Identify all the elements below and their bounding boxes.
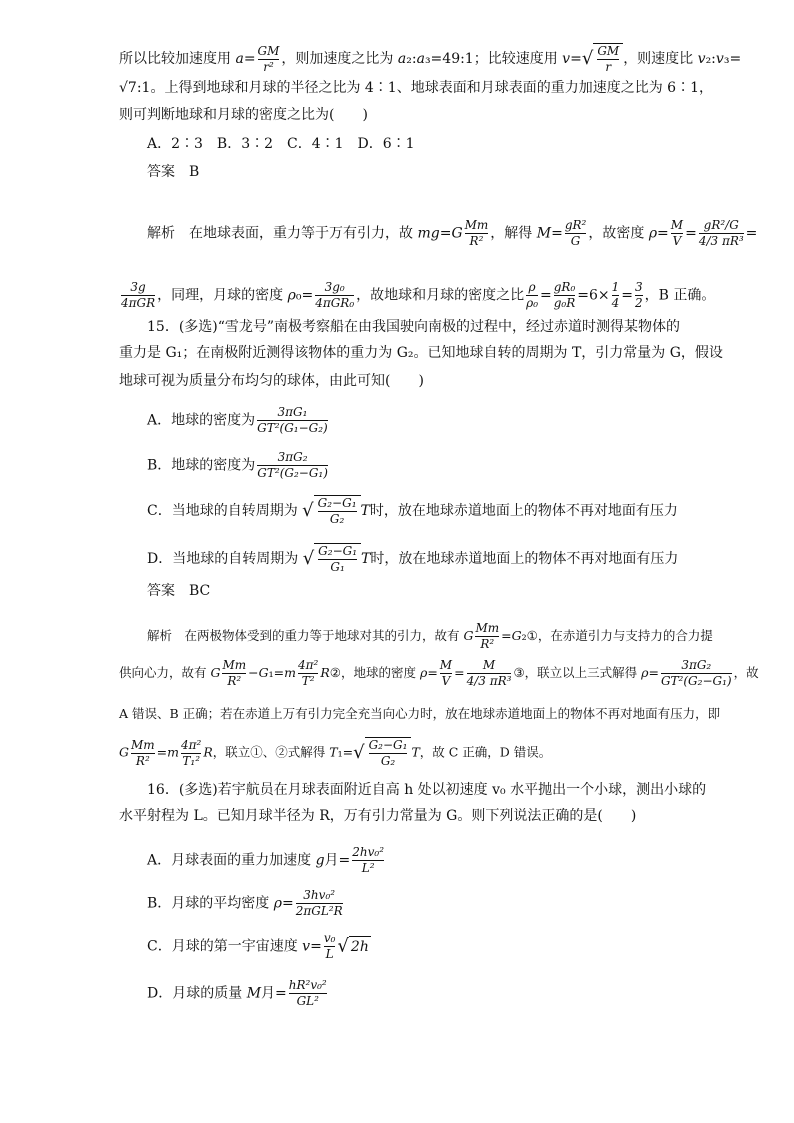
q15-option-d: D．当地球的自转周期为 √ $\frac{\text{G₂−G₁}}{\text{G₁}}$ T时，放在地球赤道地面上的物体不再对地面有压力 (147, 544, 679, 574)
q16-stem-2: 水平射程为 L。已知月球半径为 R，万有引力常量为 G。则下列说法正确的是( ) (119, 808, 637, 824)
q16-option-d: D．月球的质量 M月= $\frac{\text{hR²v₀²}}{\text{GL²}}$ (147, 978, 327, 1008)
q15-stem-3: 地球可视为质量分布均匀的球体，由此可知( ) (119, 373, 424, 389)
top-line-1: 所以比较加速度用 a= $\frac{GM}{\text{r²}}$ ，则加速度之比为 a₂:a₃=49:1；比较速度用 v=√ $\frac{GM}{r}$ ，则速度比 v₂:v₃= (119, 43, 742, 74)
top-analysis-1: 解析 在地球表面，重力等于万有引力，故 mg=G $\frac{Mm}{\text{R²}}$ ，解得 M= $\frac{\text{gR²}}{G}$ ，故密度 ρ= $\frac{M}{V}$ = $\frac{\text{gR²/G}}{\text{4/3 πR³}}$ = (147, 218, 758, 248)
q16-stem-1: 16．(多选)若宇航员在月球表面附近自高 h 处以初速度 v₀ 水平抛出一个小球，测出小球的 (147, 782, 707, 798)
q15-option-a: A．地球的密度为 $\frac{\text{3πG₁}}{\text{GT²(G₁−G₂)}}$ (147, 405, 328, 435)
top-line-2: √7:1。上得到地球和月球的半径之比为 4∶1、地球表面和月球表面的重力加速度之比为 6∶1， (119, 80, 713, 96)
q15-answer: 答案 BC (147, 583, 211, 599)
q16-option-b: B．月球的平均密度 ρ= $\frac{\text{3hv₀²}}{\text{2πGL²R}}$ (147, 888, 343, 918)
top-answer: 答案 B (147, 164, 200, 180)
q16-option-a: A．月球表面的重力加速度 g月= $\frac{\text{2hv₀²}}{\text{L²}}$ (147, 845, 385, 875)
q16-option-c: C．月球的第一宇宙速度 v= $\frac{\text{v₀}}{L}$ √ 2h (147, 931, 369, 961)
q15-stem-1: 15．(多选)“雪龙号”南极考察船在由我国驶向南极的过程中，经过赤道时测得某物体的 (147, 319, 681, 335)
q15-analysis-2: 供向心力，故有 G $\frac{Mm}{\text{R²}}$ −G₁=m $\frac{\text{4π²}}{\text{T²}}$ R②，地球的密度 ρ= $\frac{M}{V}$ = $\frac{M}{\text{4/3 πR³}}$ ③，联立以上三式解得 ρ= $\frac{\text{3πG₂}}{\text{GT²(G₂−G₁)}}$ ，故 (119, 658, 759, 688)
q15-stem-2: 重力是 G₁；在南极附近测得该物体的重力为 G₂。已知地球自转的周期为 T，引力常量为 G，假设 (119, 345, 723, 361)
q15-analysis-4: G $\frac{Mm}{\text{R²}}$ =m $\frac{\text{4π²}}{\text{T₁²}}$ R，联立①、②式解得 T₁=√ $\frac{\text{G₂−G₁}}{\text{G₂}}$ T，故 C 正确，D 错误。 (119, 737, 552, 768)
q15-analysis-1: 解析 在两极物体受到的重力等于地球对其的引力，故有 G $\frac{Mm}{\text{R²}}$ =G₂①，在赤道引力与支持力的合力提 (147, 621, 713, 651)
top-analysis-2: $\frac{3g}{\text{4πGR}}$ ，同理，月球的密度 ρ₀= $\frac{\text{3g₀}}{\text{4πGR₀}}$ ，故地球和月球的密度之比 $\frac{\rho}{\text{ρ₀}}$ = $\frac{\text{gR₀}}{\text{g₀R}}$ =6× $\frac{1}{4}$ = $\frac{3}{2}$ ，B 正确。 (121, 280, 716, 310)
q15-analysis-3: A 错误、B 正确；若在赤道上万有引力完全充当向心力时，放在地球赤道地面上的物体不再对地面有压力，即 (119, 706, 721, 721)
q15-option-b: B．地球的密度为 $\frac{\text{3πG₂}}{\text{GT²(G₂−G₁)}}$ (147, 450, 328, 480)
top-options: A．2∶3 B．3∶2 C．4∶1 D．6∶1 (147, 136, 415, 152)
q15-option-c: C．当地球的自转周期为 √ $\frac{\text{G₂−G₁}}{\text{G₂}}$ T时，放在地球赤道地面上的物体不再对地面有压力 (147, 496, 678, 526)
top-line-3: 则可判断地球和月球的密度之比为( ) (119, 107, 368, 123)
